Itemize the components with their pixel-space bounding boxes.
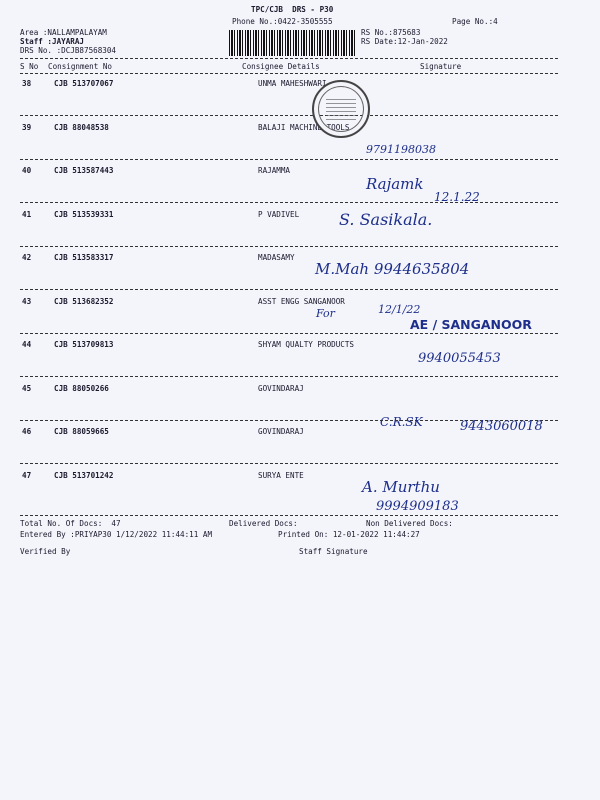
row-sno: 45 bbox=[22, 384, 32, 393]
office-seal bbox=[312, 80, 370, 138]
row-consignment-no: CJB 513583317 bbox=[54, 253, 114, 262]
col-sno: S No bbox=[20, 62, 39, 71]
col-consignment: Consignment No bbox=[48, 62, 113, 71]
row-sno: 39 bbox=[22, 123, 32, 132]
row-consignee: GOVINDARAJ bbox=[258, 384, 304, 393]
row-sno: 47 bbox=[22, 471, 32, 480]
row-sno: 44 bbox=[22, 340, 32, 349]
row-consignee: SURYA ENTE bbox=[258, 471, 304, 480]
designation-stamp: AE / SANGANOOR bbox=[410, 317, 532, 332]
row-divider bbox=[20, 376, 558, 377]
header-rule-bottom bbox=[20, 73, 558, 74]
row-sno: 46 bbox=[22, 427, 32, 436]
row-consignment-no: CJB 88048538 bbox=[54, 123, 109, 132]
row-consignment-no: CJB 513587443 bbox=[54, 166, 114, 175]
printed-on: Printed On: 12-01-2022 11:44:27 bbox=[278, 530, 420, 539]
row-consignee: P VADIVEL bbox=[258, 210, 300, 219]
rs-date: RS Date:12-Jan-2022 bbox=[361, 37, 448, 46]
handwritten-phone-44: 9940055453 bbox=[418, 351, 501, 366]
row-consignment-no: CJB 88050266 bbox=[54, 384, 109, 393]
page-number: Page No.:4 bbox=[452, 17, 498, 26]
col-signature: Signature bbox=[420, 62, 462, 71]
row-consignment-no: CJB 513539331 bbox=[54, 210, 114, 219]
area-label: Area :NALLAMPALAYAM bbox=[20, 28, 107, 37]
staff-label: Staff :JAYARAJ bbox=[20, 37, 85, 46]
row-consignee: MADASAMY bbox=[258, 253, 295, 262]
row-sno: 38 bbox=[22, 79, 32, 88]
row-consignment-no: CJB 513682352 bbox=[54, 297, 114, 306]
row-divider bbox=[20, 159, 558, 160]
row-divider bbox=[20, 463, 558, 464]
row-sno: 42 bbox=[22, 253, 32, 262]
handwritten-signature-41: S. Sasikala. bbox=[339, 210, 433, 229]
row-consignment-no: CJB 88059665 bbox=[54, 427, 109, 436]
col-consignee: Consignee Details bbox=[242, 62, 320, 71]
footer-rule bbox=[20, 515, 558, 516]
row-sno: 43 bbox=[22, 297, 32, 306]
total-docs: Total No. Of Docs: 47 bbox=[20, 519, 121, 528]
handwritten-date-40: 12.1.22 bbox=[434, 190, 480, 204]
handwritten-phone-39: 9791198038 bbox=[366, 143, 436, 156]
handwritten-name-45-46: C.R.SK bbox=[380, 415, 423, 429]
row-sno: 41 bbox=[22, 210, 32, 219]
row-consignee: RAJAMMA bbox=[258, 166, 291, 175]
row-consignee: UNMA MAHESHWARI bbox=[258, 79, 327, 88]
row-sno: 40 bbox=[22, 166, 32, 175]
delivered-docs: Delivered Docs: bbox=[229, 519, 298, 528]
handwritten-date-43: 12/1/22 bbox=[378, 303, 421, 316]
handwritten-signature-42: M.Mah 9944635804 bbox=[315, 260, 470, 278]
handwritten-signature-40: Rajamk bbox=[366, 175, 424, 193]
rs-number: RS No.:875683 bbox=[361, 28, 421, 37]
handwritten-phone-45-46: 9443060018 bbox=[460, 419, 543, 434]
non-delivered-docs: Non Delivered Docs: bbox=[366, 519, 453, 528]
barcode bbox=[229, 30, 357, 56]
row-divider bbox=[20, 289, 558, 290]
handwritten-signature-47: A. Murthu bbox=[362, 478, 440, 496]
phone-number: Phone No.:0422-3505555 bbox=[232, 17, 333, 26]
handwritten-phone-47: 9994909183 bbox=[376, 499, 459, 514]
row-consignment-no: CJB 513701242 bbox=[54, 471, 114, 480]
verified-by: Verified By bbox=[20, 547, 71, 556]
staff-signature-label: Staff Signature bbox=[299, 547, 368, 556]
row-divider bbox=[20, 246, 558, 247]
document-title: TPC/CJB DRS - P30 bbox=[251, 5, 334, 14]
row-consignment-no: CJB 513709813 bbox=[54, 340, 114, 349]
entered-by: Entered By :PRIYAP30 1/12/2022 11:44:11 AM bbox=[20, 530, 213, 539]
header-rule-top bbox=[20, 58, 558, 59]
drs-number: DRS No. :DCJB87568304 bbox=[20, 46, 117, 55]
row-divider bbox=[20, 115, 558, 116]
handwritten-for-43: For bbox=[316, 307, 335, 320]
row-consignment-no: CJB 513707067 bbox=[54, 79, 114, 88]
row-consignee: ASST ENGG SANGANOOR bbox=[258, 297, 345, 306]
row-consignee: SHYAM QUALTY PRODUCTS bbox=[258, 340, 355, 349]
row-divider bbox=[20, 333, 558, 334]
row-consignee: GOVINDARAJ bbox=[258, 427, 304, 436]
row-consignee: BALAJI MACHINE TOOLS bbox=[258, 123, 350, 132]
